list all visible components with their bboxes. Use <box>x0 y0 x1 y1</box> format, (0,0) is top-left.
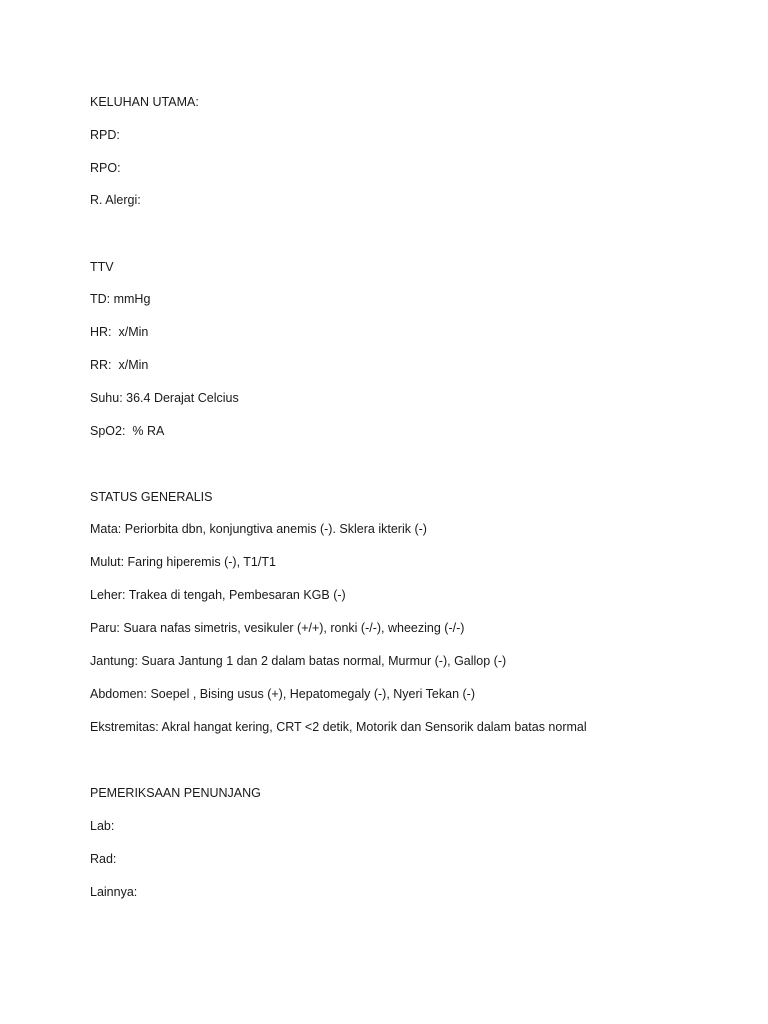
alergi-field: R. Alergi: <box>90 193 141 207</box>
rpd-field: RPD: <box>90 128 120 142</box>
td-field: TD: mmHg <box>90 292 151 306</box>
rpo-field: RPO: <box>90 161 121 175</box>
keluhan-utama-heading: KELUHAN UTAMA: <box>90 95 199 109</box>
suhu-field: Suhu: 36.4 Derajat Celcius <box>90 391 239 405</box>
ekstremitas-field: Ekstremitas: Akral hangat kering, CRT <2 detik, Motorik dan Sensorik dalam batas normal <box>90 720 587 734</box>
leher-field: Leher: Trakea di tengah, Pembesaran KGB (-) <box>90 588 346 602</box>
pemeriksaan-penunjang-heading: PEMERIKSAAN PENUNJANG <box>90 786 261 800</box>
status-generalis-heading: STATUS GENERALIS <box>90 490 213 504</box>
ttv-heading: TTV <box>90 260 114 274</box>
spo2-field: SpO2: % RA <box>90 424 165 438</box>
abdomen-field: Abdomen: Soepel , Bising usus (+), Hepatomegaly (-), Nyeri Tekan (-) <box>90 687 476 701</box>
jantung-field: Jantung: Suara Jantung 1 dan 2 dalam batas normal, Murmur (-), Gallop (-) <box>90 654 507 668</box>
paru-field: Paru: Suara nafas simetris, vesikuler (+/+), ronki (-/-), wheezing (-/-) <box>90 621 465 635</box>
rr-field: RR: x/Min <box>90 358 149 372</box>
hr-field: HR: x/Min <box>90 325 149 339</box>
rad-field: Rad: <box>90 852 117 866</box>
mulut-field: Mulut: Faring hiperemis (-), T1/T1 <box>90 555 276 569</box>
mata-field: Mata: Periorbita dbn, konjungtiva anemis (-). Sklera ikterik (-) <box>90 522 427 536</box>
lab-field: Lab: <box>90 819 115 833</box>
lainnya-field: Lainnya: <box>90 885 138 899</box>
